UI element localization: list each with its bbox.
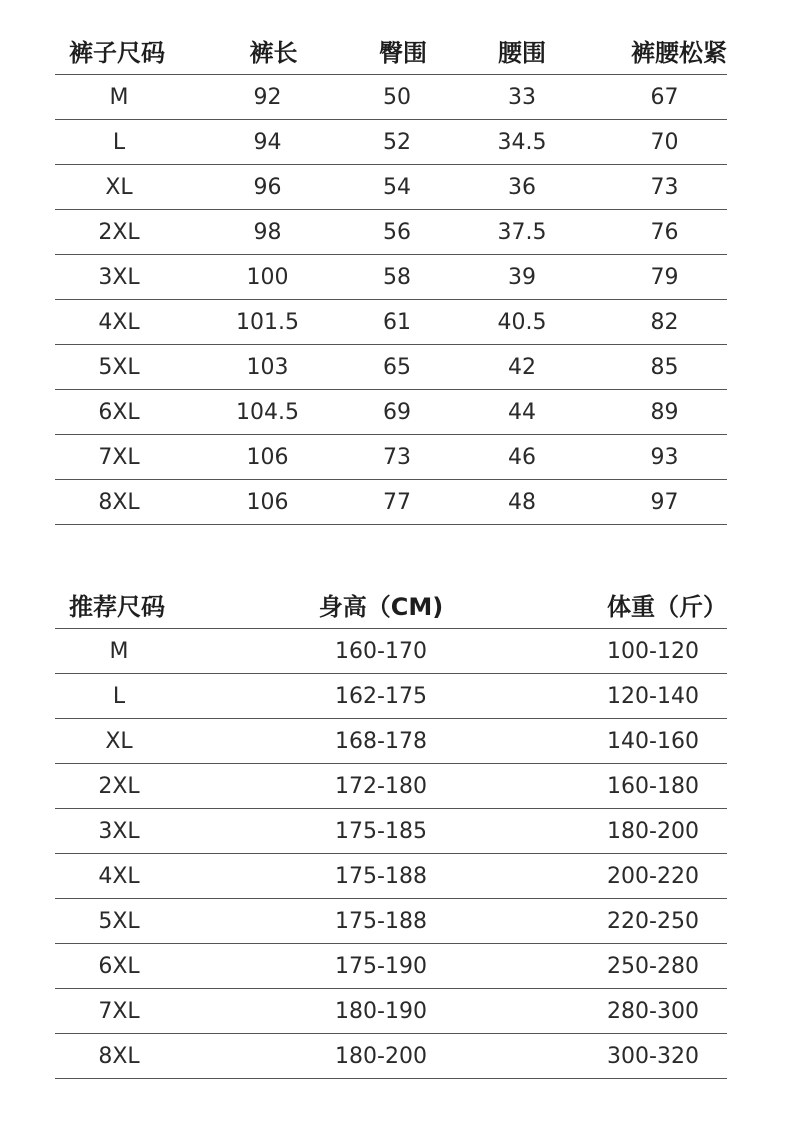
size-cell: XL bbox=[105, 174, 133, 200]
height-cell: 162-175 bbox=[335, 683, 427, 709]
table-row bbox=[55, 899, 727, 944]
table-row bbox=[55, 480, 727, 525]
waist-stretch-cell: 85 bbox=[650, 354, 679, 380]
waist-cell: 37.5 bbox=[497, 219, 547, 245]
size-cell: 2XL bbox=[98, 219, 140, 245]
length-cell: 101.5 bbox=[236, 309, 299, 335]
pants-table-body bbox=[55, 75, 727, 525]
length-cell: 106 bbox=[246, 444, 289, 470]
height-cell: 168-178 bbox=[335, 728, 427, 754]
weight-cell: 120-140 bbox=[607, 683, 699, 709]
header-weight: 体重（斤） bbox=[607, 592, 727, 621]
pants-table-header bbox=[55, 26, 727, 75]
recommend-table-header bbox=[55, 580, 727, 629]
waist-stretch-cell: 70 bbox=[650, 129, 679, 155]
size-cell: 8XL bbox=[98, 1043, 140, 1069]
size-cell: M bbox=[109, 84, 129, 110]
table-row bbox=[55, 210, 727, 255]
recommend-table-body bbox=[55, 629, 727, 1079]
length-cell: 106 bbox=[246, 489, 289, 515]
length-cell: 96 bbox=[253, 174, 282, 200]
size-cell: 2XL bbox=[98, 773, 140, 799]
waist-cell: 42 bbox=[508, 354, 536, 380]
weight-cell: 220-250 bbox=[607, 908, 699, 934]
height-cell: 175-188 bbox=[335, 863, 427, 889]
hip-cell: 52 bbox=[383, 129, 411, 155]
length-cell: 104.5 bbox=[236, 399, 299, 425]
table-row bbox=[55, 255, 727, 300]
table-row bbox=[55, 165, 727, 210]
waist-stretch-cell: 79 bbox=[650, 264, 679, 290]
table-row bbox=[55, 809, 727, 854]
length-cell: 92 bbox=[253, 84, 282, 110]
length-cell: 100 bbox=[246, 264, 289, 290]
table-row bbox=[55, 629, 727, 674]
table-row bbox=[55, 300, 727, 345]
waist-stretch-cell: 73 bbox=[650, 174, 679, 200]
hip-cell: 50 bbox=[383, 84, 411, 110]
table-row bbox=[55, 674, 727, 719]
recommend-size-table bbox=[55, 580, 727, 1079]
waist-cell: 39 bbox=[508, 264, 536, 290]
waist-stretch-cell: 97 bbox=[650, 489, 679, 515]
waist-cell: 48 bbox=[508, 489, 536, 515]
height-cell: 180-190 bbox=[335, 998, 427, 1024]
pants-size-table bbox=[55, 26, 727, 525]
waist-cell: 46 bbox=[508, 444, 536, 470]
hip-cell: 73 bbox=[383, 444, 411, 470]
weight-cell: 140-160 bbox=[607, 728, 699, 754]
size-cell: 6XL bbox=[98, 953, 140, 979]
weight-cell: 250-280 bbox=[607, 953, 699, 979]
height-cell: 180-200 bbox=[335, 1043, 427, 1069]
waist-cell: 34.5 bbox=[497, 129, 547, 155]
table-row bbox=[55, 854, 727, 899]
header-recommend-size: 推荐尺码 bbox=[69, 592, 165, 621]
header-waist-stretch: 裤腰松紧 bbox=[631, 38, 727, 67]
length-cell: 98 bbox=[253, 219, 282, 245]
table-row bbox=[55, 764, 727, 809]
waist-cell: 40.5 bbox=[497, 309, 547, 335]
height-cell: 160-170 bbox=[335, 638, 427, 664]
size-cell: 5XL bbox=[98, 354, 140, 380]
header-waist: 腰围 bbox=[498, 38, 546, 67]
waist-cell: 33 bbox=[508, 84, 536, 110]
height-cell: 175-185 bbox=[335, 818, 427, 844]
table-row bbox=[55, 120, 727, 165]
table-row bbox=[55, 944, 727, 989]
hip-cell: 58 bbox=[383, 264, 411, 290]
header-height: 身高（CM) bbox=[318, 592, 444, 621]
length-cell: 103 bbox=[246, 354, 289, 380]
length-cell: 94 bbox=[253, 129, 282, 155]
weight-cell: 200-220 bbox=[607, 863, 699, 889]
hip-cell: 69 bbox=[383, 399, 411, 425]
size-cell: 3XL bbox=[98, 264, 140, 290]
weight-cell: 100-120 bbox=[607, 638, 699, 664]
table-row bbox=[55, 719, 727, 764]
table-row bbox=[55, 75, 727, 120]
hip-cell: 61 bbox=[383, 309, 411, 335]
weight-cell: 160-180 bbox=[607, 773, 699, 799]
hip-cell: 77 bbox=[383, 489, 411, 515]
size-cell: 5XL bbox=[98, 908, 140, 934]
waist-stretch-cell: 67 bbox=[650, 84, 679, 110]
waist-stretch-cell: 89 bbox=[650, 399, 679, 425]
size-cell: M bbox=[109, 638, 129, 664]
size-cell: XL bbox=[105, 728, 133, 754]
waist-cell: 36 bbox=[508, 174, 536, 200]
table-row bbox=[55, 989, 727, 1034]
size-cell: L bbox=[112, 683, 126, 709]
waist-stretch-cell: 82 bbox=[650, 309, 679, 335]
size-cell: L bbox=[112, 129, 126, 155]
size-cell: 3XL bbox=[98, 818, 140, 844]
weight-cell: 180-200 bbox=[607, 818, 699, 844]
table-row bbox=[55, 435, 727, 480]
waist-cell: 44 bbox=[508, 399, 536, 425]
size-cell: 4XL bbox=[98, 309, 140, 335]
table-row bbox=[55, 1034, 727, 1079]
size-cell: 8XL bbox=[98, 489, 140, 515]
hip-cell: 54 bbox=[383, 174, 411, 200]
hip-cell: 56 bbox=[383, 219, 411, 245]
size-cell: 7XL bbox=[98, 444, 140, 470]
height-cell: 175-188 bbox=[335, 908, 427, 934]
waist-stretch-cell: 76 bbox=[650, 219, 679, 245]
table-row bbox=[55, 390, 727, 435]
hip-cell: 65 bbox=[383, 354, 411, 380]
header-hip: 臀围 bbox=[379, 38, 427, 67]
size-cell: 6XL bbox=[98, 399, 140, 425]
table-row bbox=[55, 345, 727, 390]
size-cell: 4XL bbox=[98, 863, 140, 889]
header-pants-length: 裤长 bbox=[249, 38, 298, 67]
height-cell: 175-190 bbox=[335, 953, 427, 979]
waist-stretch-cell: 93 bbox=[650, 444, 679, 470]
weight-cell: 280-300 bbox=[607, 998, 699, 1024]
header-pants-size: 裤子尺码 bbox=[69, 38, 165, 67]
weight-cell: 300-320 bbox=[607, 1043, 699, 1069]
size-cell: 7XL bbox=[98, 998, 140, 1024]
height-cell: 172-180 bbox=[335, 773, 427, 799]
